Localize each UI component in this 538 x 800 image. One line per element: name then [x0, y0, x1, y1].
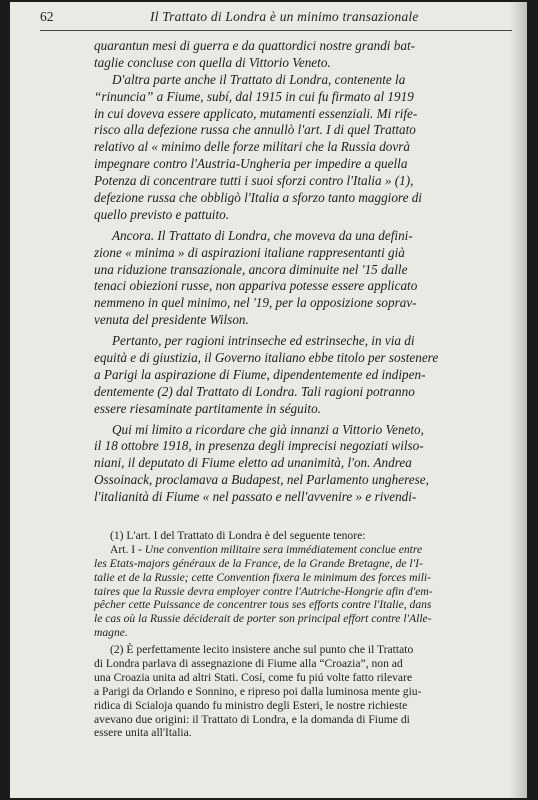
footnote-text: una Croazia unita ad altri Stati. Cosí, come fu piú volte fatto rilevare [94, 670, 413, 684]
footnote-text: pêcher cette Puissance de concentrer tous ses efforts contre l'Italie, dans [94, 598, 432, 612]
footnote-line [94, 671, 518, 685]
text-line: D'altra parte anche il Trattato di Londra, contenente la [112, 71, 406, 87]
footnote-line [94, 529, 518, 543]
text-line: venuta del presidente Wilson. [94, 312, 249, 328]
text-line: equità e di giustizia, il Governo italiano ebbe titolo per sostenere [94, 350, 439, 366]
footnote-text: (2) È perfettamente lecito insistere anche sul punto che il Trattato [110, 643, 414, 657]
text-line: impegnare contro l'Austria-Ungheria per impedire a quella [94, 156, 408, 172]
text-line: una riduzione transazionale, ancora diminuite nel '15 dalle [94, 261, 408, 277]
text-line: “rinuncia” a Fiume, subí, dal 1915 in cui fu firmato al 1919 [94, 88, 414, 104]
footnote-line [94, 726, 518, 740]
footnote-line [94, 598, 518, 612]
book-page [10, 2, 527, 798]
footnote-line [94, 557, 518, 571]
footnotes [94, 529, 518, 740]
page-number: 62 [40, 9, 54, 24]
text-line: a Parigi la aspirazione di Fiume, dipendentemente ed indipen- [94, 366, 426, 382]
footnote-line [94, 713, 518, 727]
text-line: Potenza di concentrare tutti i suoi sforzi contro l'Italia » (1), [94, 173, 414, 189]
text-line: quello previsto e pattuito. [94, 206, 230, 222]
footnote-line [94, 657, 518, 671]
footnote-text: a Parigi da Orlando e Sonnino, e ripreso poi dalla luminosa mente giu- [94, 684, 422, 698]
footnote-line [94, 626, 518, 640]
footnote-text: ridica di Scialoja quando fu ministro degli Esteri, le nostre richieste [94, 698, 408, 712]
text-line: Ossoinack, proclamava a Budapest, nel Parlamento ungherese, [94, 472, 429, 488]
text-line: Pertanto, per ragioni intrinseche ed estrinseche, in via di [112, 333, 415, 349]
footnote-text: di Londra parlava di assegnazione di Fiume alla “Croazia”, non ad [94, 657, 403, 671]
footnote-text: (1) L'art. I del Trattato di Londra è del seguente tenore: [110, 529, 366, 542]
footnote-line [94, 543, 518, 557]
text-line: Ancora. Il Trattato di Londra, che moveva da una defini- [112, 227, 413, 243]
text-line: taglie concluse con quella di Vittorio Veneto. [94, 54, 331, 70]
text-line: quarantun mesi di guerra e da quattordici nostre grandi bat- [94, 38, 416, 53]
text-line: zione « minima » di aspirazioni italiane rappresentanti già [94, 244, 405, 260]
footnote-text: les Etats-majors généraux de la France, de la Grande Bretagne, de l'I- [94, 556, 423, 570]
footnote-text: Une convention militaire sera immédiatement conclue entre [144, 542, 423, 556]
text-line: niani, il deputato di Fiume eletto ad unanimità, l'on. Andrea [94, 455, 412, 471]
footnote-line [94, 643, 518, 657]
running-title: Il Trattato di Londra è un minimo transazionale [150, 9, 419, 24]
text-line: defezione russa che obbligò l'Italia a sforzo tanto maggiore di [94, 190, 422, 206]
main-text [94, 38, 514, 506]
footnote-text: Art. I - [110, 542, 145, 556]
text-line: tenaci obiezioni russe, non appariva potesse essere applicato [94, 278, 418, 294]
footnote-line [94, 571, 518, 585]
text-line: essere riesaminate partitamente in séguito. [94, 400, 321, 416]
text-line: risco alla defezione russa che annullò l'art. I di quel Trattato [94, 122, 416, 138]
footnote-text: avevano due origini: il Trattato di Londra, e la domanda di Fiume di [94, 712, 410, 726]
footnote-line [94, 685, 518, 699]
text-line: l'italianità di Fiume « nel passato e nell'avvenire » e rivendi- [94, 489, 417, 505]
footnote-line [94, 585, 518, 599]
text-line: Qui mi limito a ricordare che già innanzi a Vittorio Veneto, [112, 421, 424, 437]
footnote-line [94, 612, 518, 626]
footnote-text: essere unita all'Italia. [94, 726, 192, 740]
footnote-text: talie et de la Russie; cette Convention fixera le minimum des forces mili- [94, 570, 431, 584]
text-line: nemmeno in quel minimo, nel '19, per la opposizione soprav- [94, 295, 417, 311]
footnote-text: le cas où la Russie déciderait de porter son principal effort contre l'Alle- [94, 612, 432, 626]
text-line: relativo al « minimo delle forze militari che la Russia dovrà [94, 139, 410, 155]
footnote-line [94, 699, 518, 713]
footnote-text: magne. [94, 626, 128, 640]
text-line: in cui doveva essere applicato, mutamenti essenziali. Mi rife- [94, 105, 418, 121]
text-line: il 18 ottobre 1918, in presenza degli imprecisi negoziati wilso- [94, 438, 424, 454]
text-line: dentemente (2) dal Trattato di Londra. Tali ragioni potranno [94, 383, 415, 399]
footnote-text: taires que la Russie devra employer contre l'Autriche-Hongrie afin d'em- [94, 584, 433, 598]
running-header [40, 6, 512, 31]
